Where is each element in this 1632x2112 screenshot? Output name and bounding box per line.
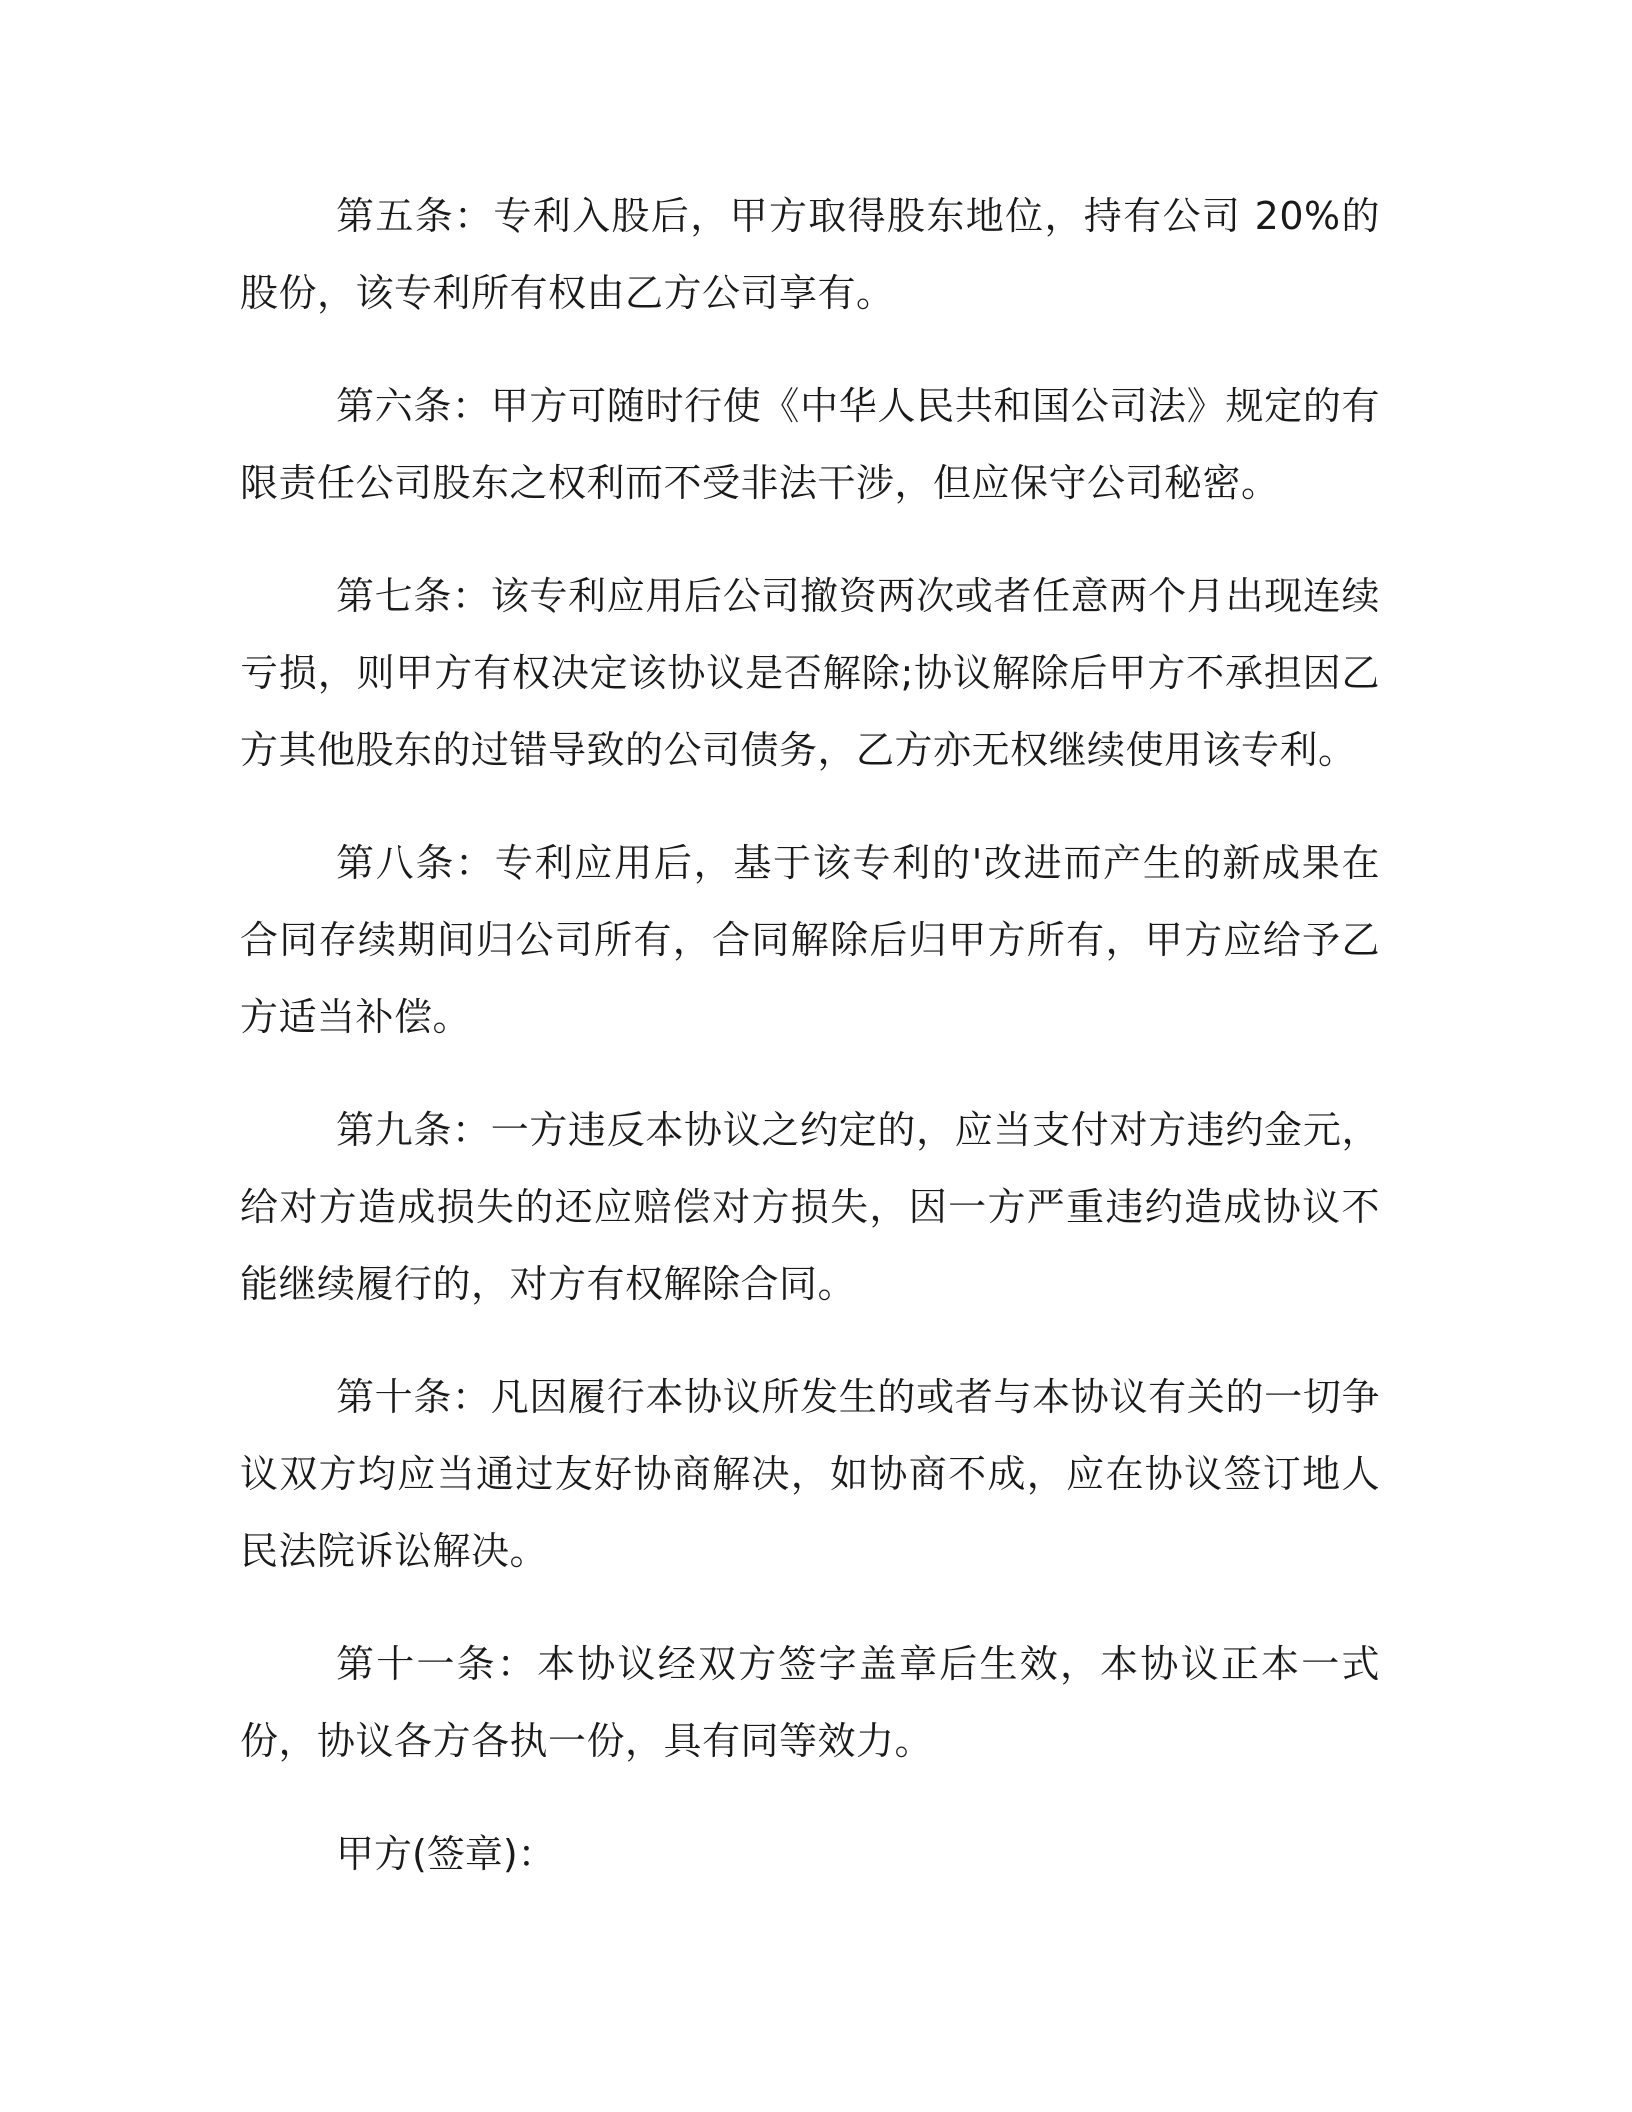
clause-11: 第十一条：本协议经双方签字盖章后生效，本协议正本一式份，协议各方各执一份，具有同等效力。 xyxy=(240,1642,1380,1763)
clause-6: 第六条：甲方可随时行使《中华人民共和国公司法》规定的有限责任公司股东之权利而不受非法干涉，但应保守公司秘密。 xyxy=(240,384,1380,505)
clause-8: 第八条：专利应用后，基于该专利的'改进而产生的新成果在合同存续期间归公司所有，合同解除后归甲方所有，甲方应给予乙方适当补偿。 xyxy=(240,841,1380,1039)
clause-7: 第七条：该专利应用后公司撤资两次或者任意两个月出现连续亏损，则甲方有权决定该协议是否解除;协议解除后甲方不承担因乙方其他股东的过错导致的公司债务，乙方亦无权继续使用该专利。 xyxy=(240,574,1380,772)
party-a-signature-line: 甲方(签章)： xyxy=(336,1832,556,1876)
clause-5: 第五条：专利入股后，甲方取得股东地位，持有公司 20%的股份，该专利所有权由乙方公司享有。 xyxy=(240,194,1380,315)
document-body xyxy=(240,178,1380,1893)
clause-9: 第九条：一方违反本协议之约定的，应当支付对方违约金元，给对方造成损失的还应赔偿对方损失，因一方严重违约造成协议不能继续履行的，对方有权解除合同。 xyxy=(240,1108,1380,1306)
clause-10: 第十条：凡因履行本协议所发生的或者与本协议有关的一切争议双方均应当通过友好协商解决，如协商不成，应在协议签订地人民法院诉讼解决。 xyxy=(240,1375,1380,1573)
